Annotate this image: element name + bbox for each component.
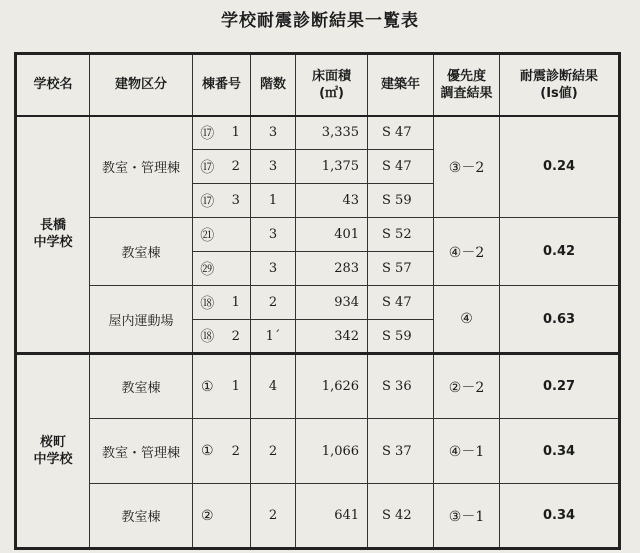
floors-cell: 3 [251, 116, 296, 150]
building-number: ⑰ [193, 116, 222, 150]
building-number: ⑱ [193, 320, 222, 354]
building-category: 教室・管理棟 [90, 116, 193, 218]
header-building-no: 棟番号 [193, 54, 251, 116]
table-row [16, 419, 620, 484]
floors-cell: 3 [251, 252, 296, 286]
building-sub-number [222, 252, 251, 286]
building-sub-number: 3 [222, 184, 251, 218]
priority-cell: ④ [434, 286, 500, 354]
building-number: ② [193, 484, 222, 549]
page-title: 学校耐震診断結果一覧表 [221, 11, 419, 31]
building-number: ① [193, 419, 222, 484]
built-year-cell: S 42 [368, 484, 434, 549]
is-value-cell: 0.34 [500, 484, 620, 549]
built-year-cell: S 47 [368, 286, 434, 320]
floor-area-cell: 401 [296, 218, 368, 252]
building-category: 教室棟 [90, 484, 193, 549]
table-row [16, 116, 620, 150]
floors-cell: 1 [251, 184, 296, 218]
building-category: 教室棟 [90, 354, 193, 419]
is-value-cell: 0.24 [500, 116, 620, 218]
floor-area-cell: 641 [296, 484, 368, 549]
priority-cell: ④－1 [434, 419, 500, 484]
header-floors: 階数 [251, 54, 296, 116]
building-number: ⑰ [193, 150, 222, 184]
table-row [16, 354, 620, 419]
built-year-cell: S 59 [368, 184, 434, 218]
built-year-cell: S 52 [368, 218, 434, 252]
built-year-cell: S 47 [368, 150, 434, 184]
header-school: 学校名 [16, 54, 90, 116]
building-number: ㉙ [193, 252, 222, 286]
building-sub-number: 1 [222, 354, 251, 419]
is-value-cell: 0.42 [500, 218, 620, 286]
building-sub-number: 1 [222, 286, 251, 320]
header-priority: 優先度 調査結果 [434, 54, 500, 116]
building-number: ① [193, 354, 222, 419]
building-number: ㉑ [193, 218, 222, 252]
built-year-cell: S 36 [368, 354, 434, 419]
header-category: 建物区分 [90, 54, 193, 116]
floor-area-cell: 1,066 [296, 419, 368, 484]
built-year-cell: S 47 [368, 116, 434, 150]
priority-cell: ③－1 [434, 484, 500, 549]
table-row [16, 218, 620, 252]
table-row [16, 286, 620, 320]
building-sub-number: 2 [222, 150, 251, 184]
built-year-cell: S 59 [368, 320, 434, 354]
header-result: 耐震診断結果 (Is値) [500, 54, 620, 116]
is-value-cell: 0.27 [500, 354, 620, 419]
building-category: 屋内運動場 [90, 286, 193, 354]
floor-area-cell: 934 [296, 286, 368, 320]
header-built-year: 建築年 [368, 54, 434, 116]
school-name: 桜町 中学校 [16, 354, 90, 549]
school-name: 長橋 中学校 [16, 116, 90, 354]
building-number: ⑱ [193, 286, 222, 320]
building-number: ⑰ [193, 184, 222, 218]
building-sub-number [222, 218, 251, 252]
floors-cell: 2 [251, 419, 296, 484]
built-year-cell: S 57 [368, 252, 434, 286]
floors-cell: 3 [251, 150, 296, 184]
floor-area-cell: 1,375 [296, 150, 368, 184]
building-sub-number [222, 484, 251, 549]
floors-cell: 4 [251, 354, 296, 419]
building-sub-number: 2 [222, 419, 251, 484]
is-value-cell: 0.63 [500, 286, 620, 354]
floor-area-cell: 283 [296, 252, 368, 286]
floors-cell: 2 [251, 286, 296, 320]
floors-cell: 3 [251, 218, 296, 252]
table-row [16, 484, 620, 549]
header-floor-area: 床面積 (㎡) [296, 54, 368, 116]
floor-area-cell: 1,626 [296, 354, 368, 419]
floors-cell: 1ˊ [251, 320, 296, 354]
floors-cell: 2 [251, 484, 296, 549]
built-year-cell: S 37 [368, 419, 434, 484]
building-sub-number: 1 [222, 116, 251, 150]
building-category: 教室棟 [90, 218, 193, 286]
priority-cell: ②－2 [434, 354, 500, 419]
is-value-cell: 0.34 [500, 419, 620, 484]
floor-area-cell: 342 [296, 320, 368, 354]
priority-cell: ③－2 [434, 116, 500, 218]
floor-area-cell: 3,335 [296, 116, 368, 150]
building-sub-number: 2 [222, 320, 251, 354]
building-category: 教室・管理棟 [90, 419, 193, 484]
results-table [14, 52, 621, 550]
priority-cell: ④－2 [434, 218, 500, 286]
floor-area-cell: 43 [296, 184, 368, 218]
